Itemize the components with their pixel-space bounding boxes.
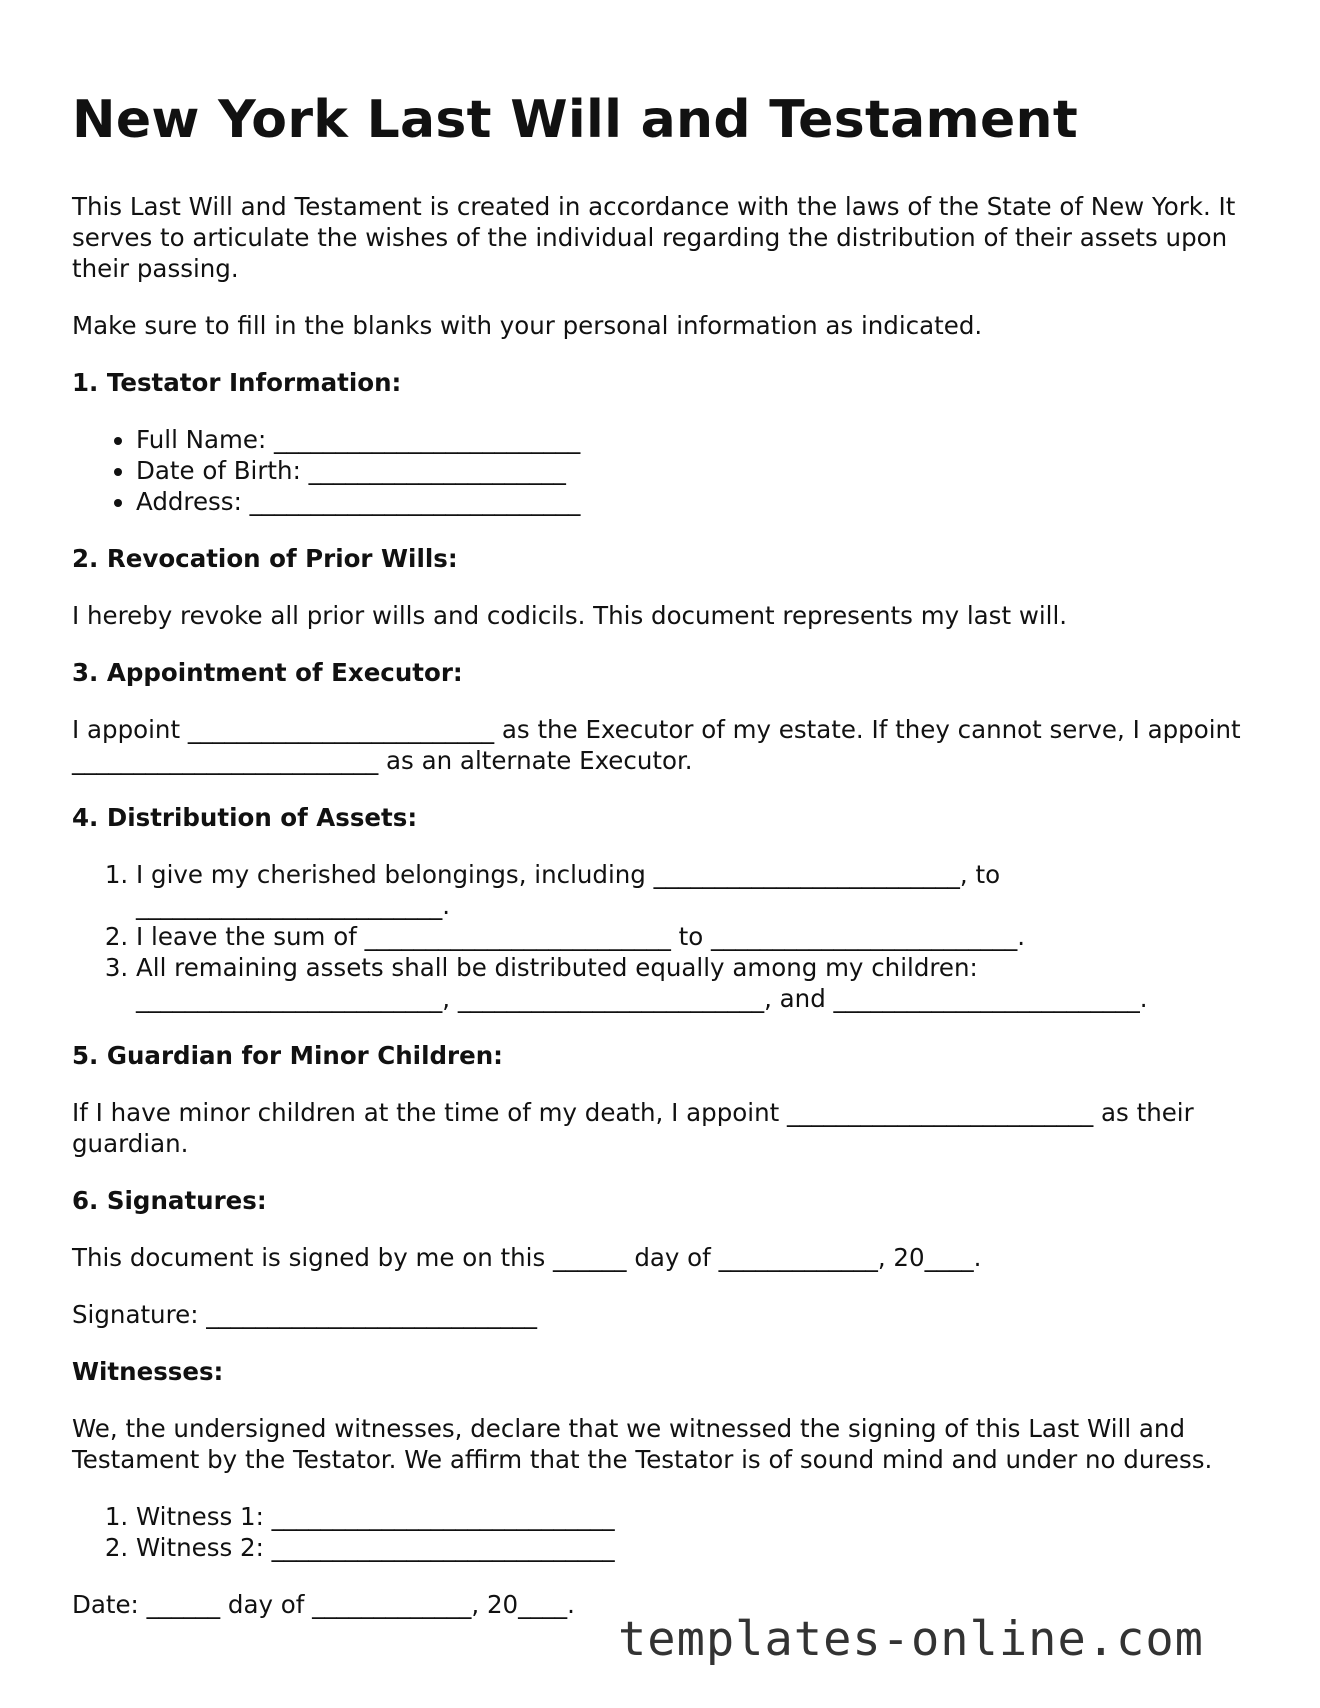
section-heading-distribution: 4. Distribution of Assets:	[72, 803, 418, 833]
intro-paragraph: This Last Will and Testament is created in accordance with the laws of the State of New York. It serves to articulate the wishes of the individual regarding the distribution of their assets upon their passing.	[72, 192, 1236, 284]
section-heading-testator: 1. Testator Information:	[72, 368, 402, 398]
document	[72, 92, 1252, 1646]
section-heading-revocation: 2. Revocation of Prior Wills:	[72, 544, 458, 574]
distribution-list	[72, 859, 1252, 1014]
list-item: 1. Witness 1: ____________________________	[136, 1501, 1252, 1532]
executor-paragraph: I appoint _________________________ as the Executor of my estate. If they cannot serve, I appoint _________________________ as an alternate Executor.	[72, 715, 1241, 776]
witness-list	[72, 1501, 1252, 1563]
list-item: 2. Witness 2: ____________________________	[136, 1532, 1252, 1563]
list-item: • Date of Birth: _____________________	[136, 455, 1252, 486]
list-item: 3. All remaining assets shall be distributed equally among my children: _________________________, _________________________, and _________________________.	[136, 952, 1252, 1014]
list-item: 2. I leave the sum of _________________________ to _________________________.	[136, 921, 1252, 952]
signed-date-line: This document is signed by me on this ______ day of _____________, 20____.	[72, 1243, 982, 1273]
list-item: • Address: ___________________________	[136, 486, 1252, 517]
testator-info-list	[72, 424, 1252, 517]
list-item: • Full Name: _________________________	[136, 424, 1252, 455]
signature-line: Signature: ___________________________	[72, 1300, 537, 1330]
instruction-paragraph: Make sure to fill in the blanks with your personal information as indicated.	[72, 311, 983, 341]
section-heading-executor: 3. Appointment of Executor:	[72, 658, 463, 688]
witness-date-line: Date: ______ day of _____________, 20____.	[72, 1590, 575, 1620]
guardian-paragraph: If I have minor children at the time of my death, I appoint _________________________ as their guardian.	[72, 1098, 1194, 1159]
revocation-paragraph: I hereby revoke all prior wills and codicils. This document represents my last will.	[72, 601, 1068, 631]
list-item: 1. I give my cherished belongings, including _________________________, to _________________________.	[136, 859, 1252, 921]
section-heading-guardian: 5. Guardian for Minor Children:	[72, 1041, 503, 1071]
page-title: New York Last Will and Testament	[72, 90, 1079, 150]
witnesses-paragraph: We, the undersigned witnesses, declare that we witnessed the signing of this Last Will and Testament by the Testator. We affirm that the Testator is of sound mind and under no duress.	[72, 1414, 1213, 1475]
watermark: templates-online.com	[618, 1612, 1204, 1667]
section-heading-witnesses: Witnesses:	[72, 1357, 224, 1387]
section-heading-signatures: 6. Signatures:	[72, 1186, 267, 1216]
